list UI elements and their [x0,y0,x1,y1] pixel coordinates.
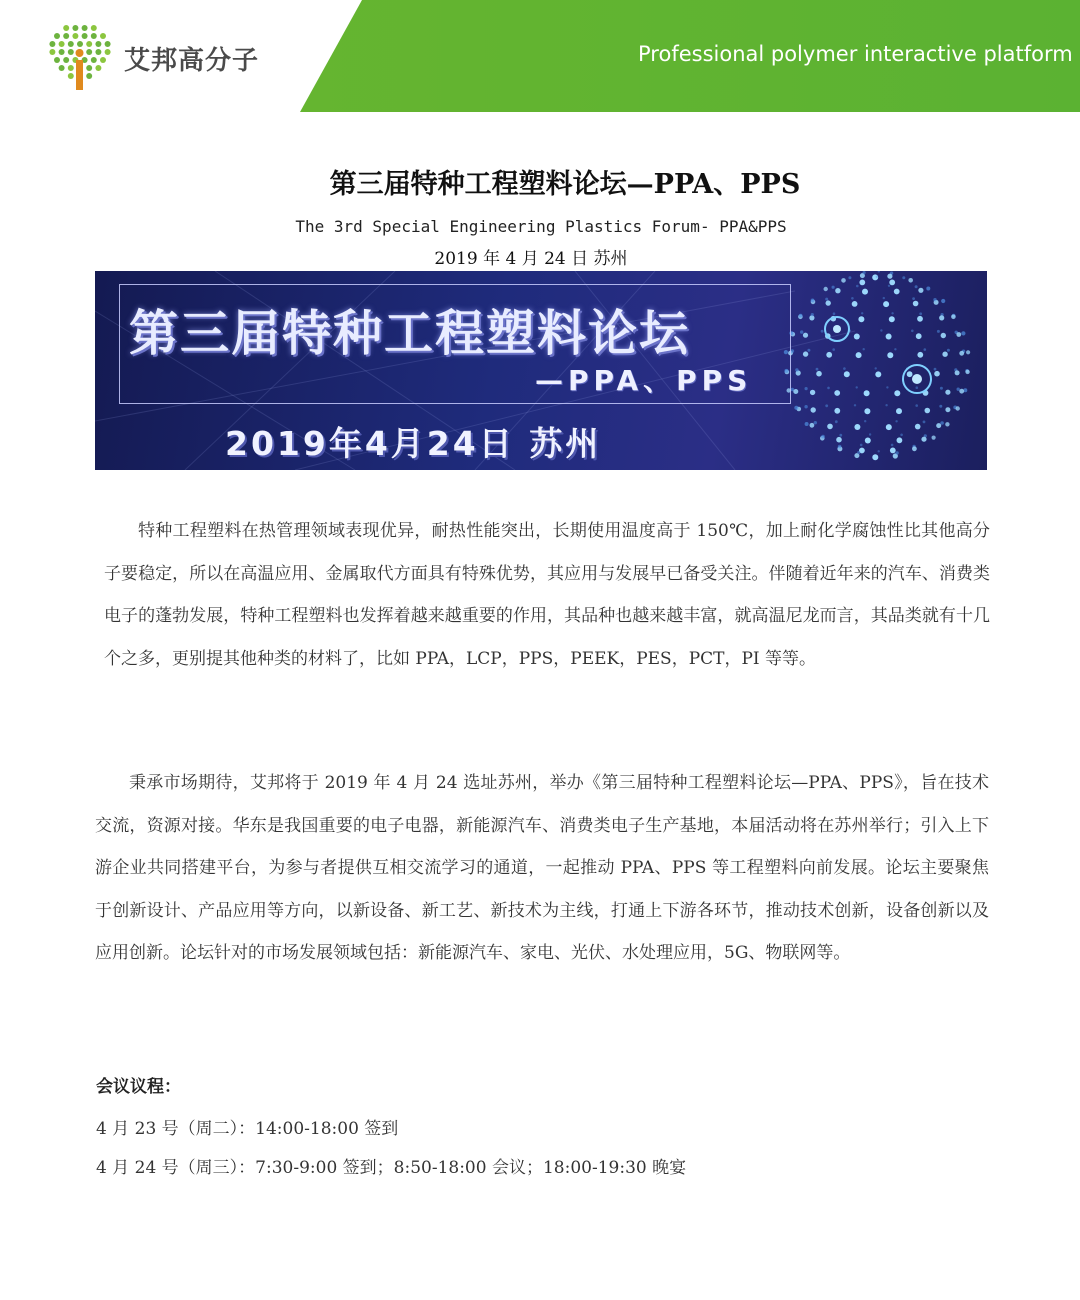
page-title: 第三届特种工程塑料论坛—PPA、PPS [329,169,801,200]
brand-logo [44,22,284,94]
header-tagline: Professional polymer interactive platform [638,42,1073,66]
banner-subtitle: —PPA、PPS [535,364,753,397]
date-location: 2019 年 4 月 24 日 苏州 [434,249,628,269]
english-subtitle: The 3rd Special Engineering Plastics Forum- PPA&PPS [295,217,787,236]
agenda-item: 4 月 24 号（周三）：7:30-9:00 签到；8:50-18:00 会议；18:00-19:30 晚宴 [96,1158,687,1178]
banner-title: 第三届特种工程塑料论坛 [129,305,691,362]
event-paragraph: 秉承市场期待，艾邦将于 2019 年 4 月 24 选址苏州，举办《第三届特种工程塑料论坛—PPA、PPS》，旨在技术交流，资源对接。华东是我国重要的电子电器，新能源汽车、消费类电子生产基地，本届活动将在苏州举行；引入上下游企业共同搭建平台，为参与者提供互相交流学习的通道，一起推动 PPA、PPS 等工程塑料向前发展。论坛主要聚焦于创新设计、产品应用等方向，以新设备、新工艺、新技术为主线，打通上下游各环节，推动技术创新，设备创新以及应用创新。论坛针对的市场发展领域包括：新能源汽车、家电、光伏、水处理应用，5G、物联网等。 [95,773,989,963]
intro-paragraph: 特种工程塑料在热管理领域表现优异，耐热性能突出，长期使用温度高于 150℃，加上耐化学腐蚀性比其他高分子要稳定，所以在高温应用、金属取代方面具有特殊优势，其应用与发展早已备受关注。伴随着近年来的汽车、消费类电子的蓬勃发展，特种工程塑料也发挥着越来越重要的作用，其品种也越来越丰富，就高温尼龙而言，其品类就有十几个之多，更别提其他种类的材料了，比如 PPA，LCP，PPS，PEEK，PES，PCT，PI 等等。 [104,521,990,669]
tree-logo-icon [44,22,116,94]
agenda-item: 4 月 23 号（周二）：14:00-18:00 签到 [96,1119,399,1139]
banner-date: 2019年4月24日 苏州 [225,424,602,463]
agenda-heading: 会议议程： [96,1077,181,1097]
header-banner [0,0,1080,112]
event-banner-image [95,271,987,470]
logo-text: 艾邦高分子 [124,46,260,76]
